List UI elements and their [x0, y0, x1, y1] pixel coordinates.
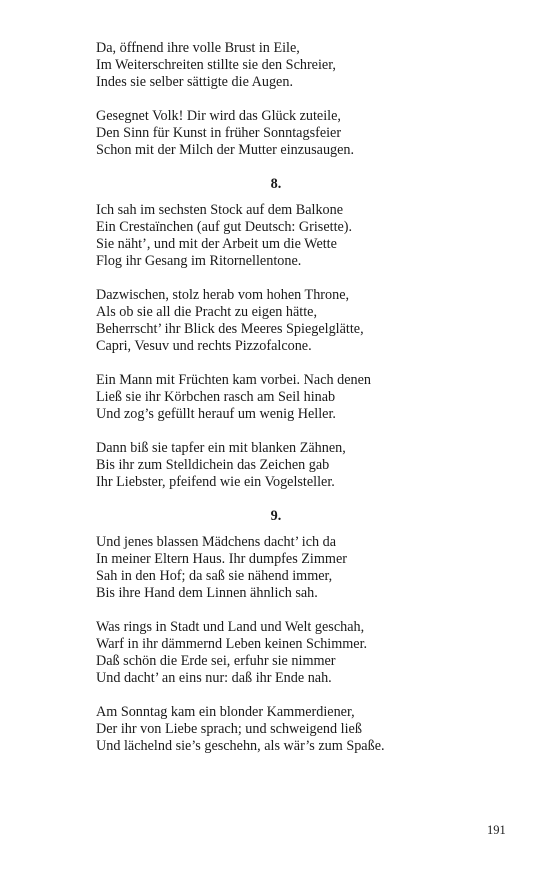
stanza [96, 287, 516, 355]
stanza [96, 40, 516, 91]
verse-line: Dann biß sie tapfer ein mit blanken Zähnen, [96, 440, 346, 456]
poem-page [96, 40, 516, 755]
verse-line: Daß schön die Erde sei, erfuhr sie nimmer [96, 653, 336, 669]
section-number: 8. [270, 176, 282, 192]
verse-line: Und lächelnd sie’s geschehn, als wär’s zum Spaße. [96, 738, 385, 754]
section-gap [96, 525, 516, 534]
stanza-gap [96, 423, 516, 440]
stanza [96, 202, 516, 270]
stanza [96, 372, 516, 423]
stanza-gap [96, 91, 516, 108]
verse-line: Capri, Vesuv und rechts Pizzofalcone. [96, 338, 312, 354]
verse-line: Schon mit der Milch der Mutter einzusaugen. [96, 142, 355, 158]
section-gap [96, 491, 516, 508]
section-gap [96, 159, 516, 176]
verse-line: Im Weiterschreiten stillte sie den Schreier, [96, 57, 336, 73]
verse-line: Flog ihr Gesang im Ritornellentone. [96, 253, 302, 269]
verse-line: Am Sonntag kam ein blonder Kammerdiener, [96, 704, 355, 720]
verse-line: Bis ihr zum Stelldichein das Zeichen gab [96, 457, 330, 473]
verse-line: Den Sinn für Kunst in früher Sonntagsfeier [96, 125, 342, 141]
verse-line: Ein Crestaïnchen (auf gut Deutsch: Grisette). [96, 219, 353, 235]
verse-line: Warf in ihr dämmernd Leben keinen Schimmer. [96, 636, 368, 652]
stanza [96, 704, 516, 755]
verse-line: Dazwischen, stolz herab vom hohen Throne, [96, 287, 350, 303]
verse-line: Und jenes blassen Mädchens dacht’ ich da [96, 534, 337, 550]
verse-line: Bis ihre Hand dem Linnen ähnlich sah. [96, 585, 318, 601]
stanza-gap [96, 687, 516, 704]
verse-line: Indes sie selber sättigte die Augen. [96, 74, 293, 90]
verse-line: Sah in den Hof; da saß sie nähend immer, [96, 568, 333, 584]
verse-line: Ein Mann mit Früchten kam vorbei. Nach denen [96, 372, 372, 388]
stanza [96, 534, 516, 602]
verse-line: Ich sah im sechsten Stock auf dem Balkone [96, 202, 344, 218]
section-gap [96, 193, 516, 202]
stanza-gap [96, 355, 516, 372]
verse-line: Was rings in Stadt und Land und Welt geschah, [96, 619, 365, 635]
verse-line: Und dacht’ an eins nur: daß ihr Ende nah. [96, 670, 332, 686]
stanza [96, 440, 516, 491]
verse-line: Da, öffnend ihre volle Brust in Eile, [96, 40, 300, 56]
stanza-gap [96, 602, 516, 619]
verse-line: Sie näht’, und mit der Arbeit um die Wette [96, 236, 337, 252]
stanza [96, 619, 516, 687]
stanza-gap [96, 270, 516, 287]
verse-line: Der ihr von Liebe sprach; und schweigend ließ [96, 721, 362, 737]
verse-line: Ließ sie ihr Körbchen rasch am Seil hinab [96, 389, 336, 405]
stanza [96, 108, 516, 159]
verse-line: Gesegnet Volk! Dir wird das Glück zuteile, [96, 108, 341, 124]
page-number: 191 [487, 823, 506, 837]
section-number: 9. [270, 508, 282, 524]
verse-line: Als ob sie all die Pracht zu eigen hätte, [96, 304, 318, 320]
verse-line: In meiner Eltern Haus. Ihr dumpfes Zimmer [96, 551, 347, 567]
verse-line: Und zog’s gefüllt herauf um wenig Heller. [96, 406, 336, 422]
verse-line: Beherrscht’ ihr Blick des Meeres Spiegelglätte, [96, 321, 364, 337]
verse-line: Ihr Liebster, pfeifend wie ein Vogelsteller. [96, 474, 335, 490]
